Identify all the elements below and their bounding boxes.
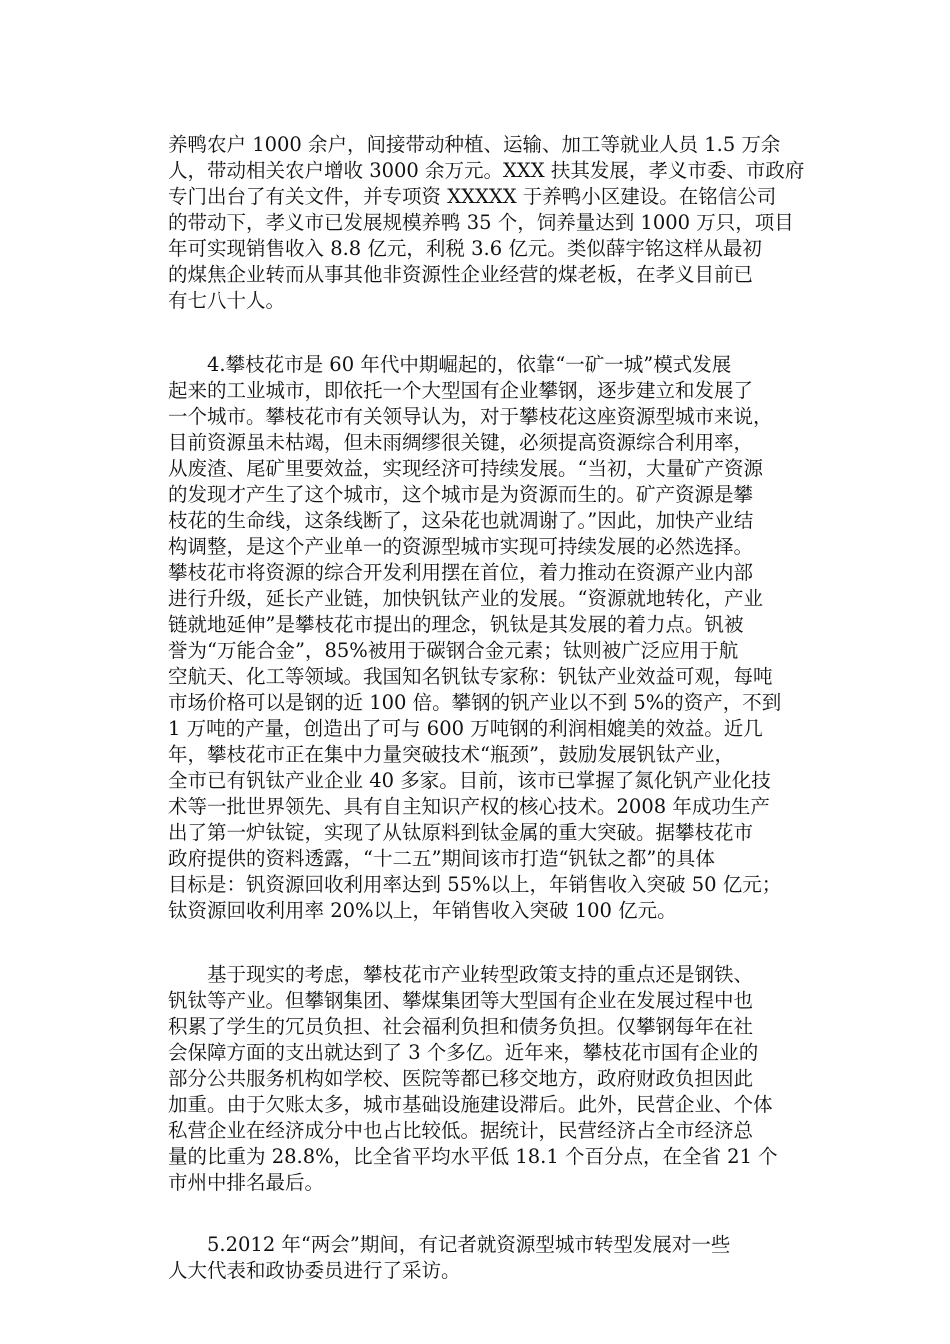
text-line: 人，带动相关农户增收 3000 余万元。XXX 扶其发展，孝义市委、市政府	[168, 159, 805, 182]
text-line: 年可实现销售收入 8.8 亿元，利税 3.6 亿元。类似薛宇铭这样从最初	[168, 237, 762, 260]
text-line: 政府提供的资料透露，“十二五”期间该市打造“钒钛之都”的具体	[168, 847, 715, 870]
text-line: 空航天、化工等领域。我国知名钒钛专家称：钒钛产业效益可观，每吨	[168, 665, 773, 688]
text-line: 从废渣、尾矿里要效益，实现经济可持续发展。“当初，大量矿产资源	[168, 457, 763, 480]
text-line: 起来的工业城市，即依托一个大型国有企业攀钢，逐步建立和发展了	[168, 379, 754, 402]
text-line: 积累了学生的冗员负担、社会福利负担和债务负担。仅攀钢每年在社	[168, 1015, 754, 1038]
text-line: 钒钛等产业。但攀钢集团、攀煤集团等大型国有企业在发展过程中也	[168, 989, 754, 1012]
text-line: 1 万吨的产量，创造出了可与 600 万吨钢的利润相媲美的效益。近几	[168, 717, 763, 740]
text-line: 钛资源回收利用率 20%以上，年销售收入突破 100 亿元。	[168, 899, 677, 922]
text-line: 会保障方面的支出就达到了 3 个多亿。近年来，攀枝花市国有企业的	[168, 1041, 759, 1064]
text-line: 4.攀枝花市是 60 年代中期崛起的，依靠“一矿一城”模式发展	[207, 353, 732, 376]
text-line: 目前资源虽未枯竭，但未雨绸缪很关键，必须提高资源综合利用率，	[168, 431, 754, 454]
text-line: 年，攀枝花市正在集中力量突破技术“瓶颈”，鼓励发展钒钛产业，	[168, 743, 734, 766]
text-line: 有七八十人。	[168, 289, 286, 312]
text-line: 养鸭农户 1000 余户，间接带动种植、运输、加工等就业人员 1.5 万余	[168, 133, 781, 156]
text-line: 5.2012 年“两会”期间，有记者就资源型城市转型发展对一些	[207, 1233, 731, 1256]
text-line: 加重。由于欠账太多，城市基础设施建设滞后。此外，民营企业、个体	[168, 1093, 773, 1116]
text-line: 基于现实的考虑，攀枝花市产业转型政策支持的重点还是钢铁、	[207, 963, 754, 986]
text-line: 量的比重为 28.8%，比全省平均水平低 18.1 个百分点，在全省 21 个	[168, 1145, 778, 1168]
text-line: 术等一批世界领先、具有自主知识产权的核心技术。2008 年成功生产	[168, 795, 770, 818]
text-line: 人大代表和政协委员进行了采访。	[168, 1259, 461, 1282]
text-line: 部分公共服务机构如学校、医院等都已移交地方，政府财政负担因此	[168, 1067, 754, 1090]
text-line: 目标是：钒资源回收利用率达到 55%以上，年销售收入突破 50 亿元；	[168, 873, 782, 896]
text-line: 私营企业在经济成分中也占比较低。据统计，民营经济占全市经济总	[168, 1119, 754, 1142]
text-line: 全市已有钒钛产业企业 40 多家。目前，该市已掌握了氮化钒产业化技	[168, 769, 771, 792]
text-line: 攀枝花市将资源的综合开发利用摆在首位，着力推动在资源产业内部	[168, 561, 754, 584]
text-line: 的煤焦企业转而从事其他非资源性企业经营的煤老板，在孝义目前已	[168, 263, 754, 286]
text-line: 的发现才产生了这个城市，这个城市是为资源而生的。矿产资源是攀	[168, 483, 754, 506]
text-line: 出了第一炉钛锭，实现了从钛原料到钛金属的重大突破。据攀枝花市	[168, 821, 754, 844]
text-line: 誉为“万能合金”，85%被用于碳钢合金元素；钛则被广泛应用于航	[168, 639, 739, 662]
text-line: 一个城市。攀枝花市有关领导认为，对于攀枝花这座资源型城市来说，	[168, 405, 773, 428]
text-line: 枝花的生命线，这条线断了，这朵花也就凋谢了。”因此，加快产业结	[168, 509, 754, 532]
text-line: 进行升级，延长产业链，加快钒钛产业的发展。“资源就地转化，产业	[168, 587, 763, 610]
text-line: 市场价格可以是钢的近 100 倍。攀钢的钒产业以不到 5%的资产，不到	[168, 691, 782, 714]
text-line: 专门出台了有关文件，并专项资 XXXXX 于养鸭小区建设。在铭信公司	[168, 185, 777, 208]
text-line: 市州中排名最后。	[168, 1171, 325, 1194]
text-line: 链就地延伸”是攀枝花市提出的理念，钒钛是其发展的着力点。钒被	[168, 613, 744, 636]
text-line: 构调整，是这个产业单一的资源型城市实现可持续发展的必然选择。	[168, 535, 754, 558]
text-line: 的带动下，孝义市已发展规模养鸭 35 个，饲养量达到 1000 万只，项目	[168, 211, 794, 234]
